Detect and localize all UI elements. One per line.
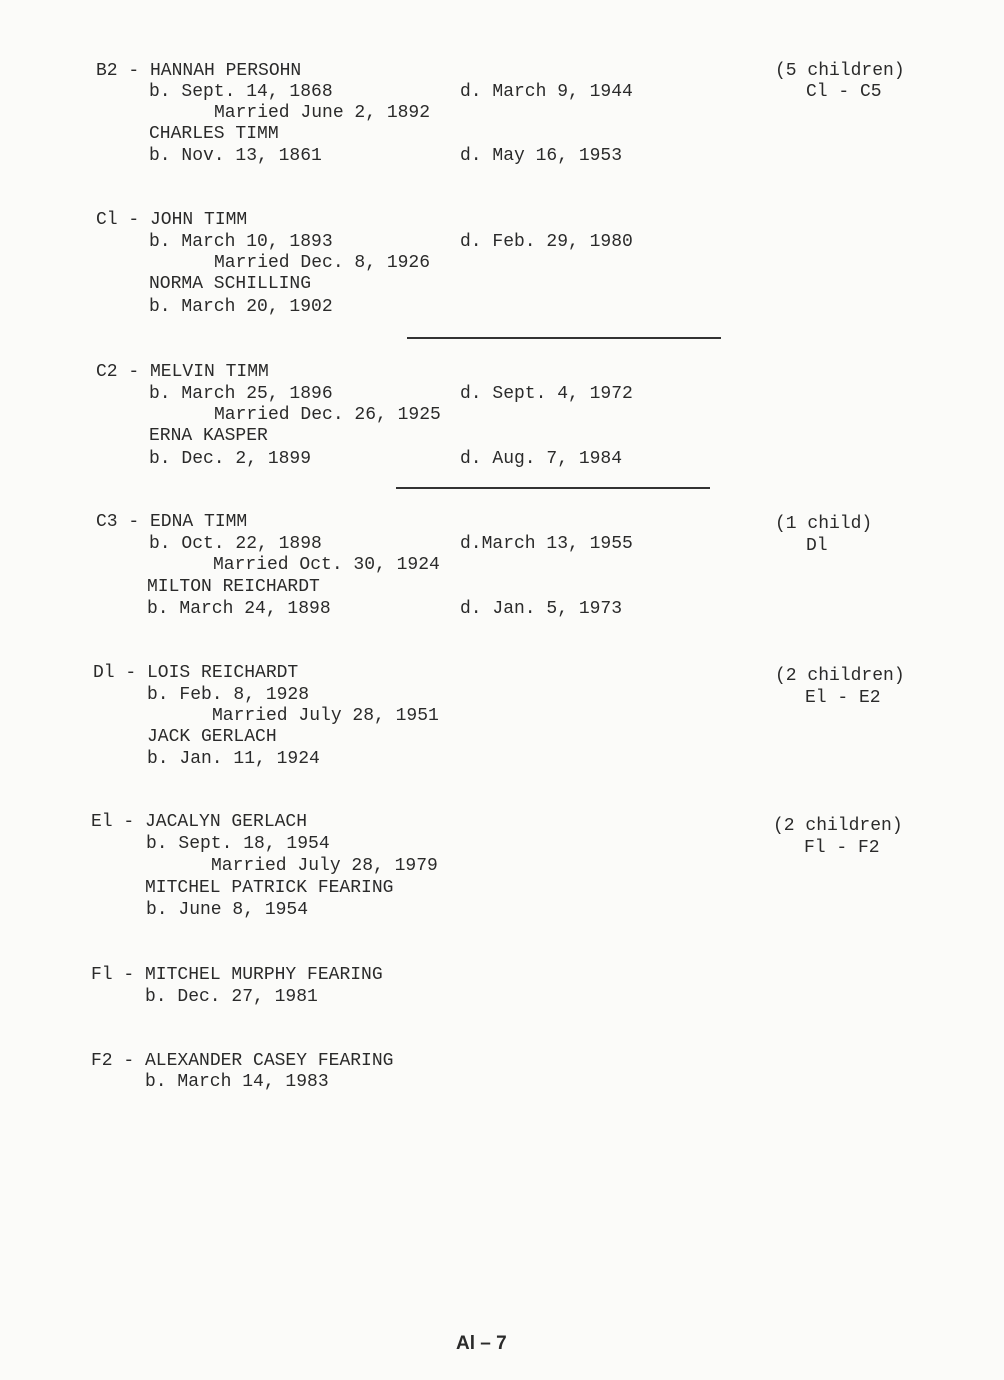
spouse-birth-date: b. Jan. 11, 1924 [147, 749, 320, 769]
children-count: (2 children) [775, 666, 905, 686]
marriage-date: Married Dec. 26, 1925 [214, 405, 441, 425]
death-date: d. Feb. 29, 1980 [460, 232, 633, 252]
entry-heading: C2 - MELVIN TIMM [96, 362, 269, 382]
children-count: (2 children) [773, 816, 903, 836]
marriage-date: Married July 28, 1951 [212, 706, 439, 726]
spouse-birth-date: b. March 24, 1898 [147, 599, 331, 619]
birth-date: b. Dec. 27, 1981 [145, 987, 318, 1007]
divider-rule [396, 487, 710, 489]
divider-rule [407, 337, 721, 339]
children-ids: Dl [806, 536, 828, 556]
birth-date: b. March 25, 1896 [149, 384, 333, 404]
entry-heading: B2 - HANNAH PERSOHN [96, 61, 302, 81]
entry-heading: Cl - JOHN TIMM [96, 210, 248, 230]
marriage-date: Married June 2, 1892 [214, 103, 431, 123]
spouse-birth-date: b. Nov. 13, 1861 [149, 146, 322, 166]
entry-heading: Fl - MITCHEL MURPHY FEARING [91, 965, 383, 985]
spouse-name: ERNA KASPER [149, 426, 268, 446]
spouse-name: MILTON REICHARDT [147, 577, 320, 597]
page-number: Al – 7 [456, 1333, 507, 1354]
marriage-date: Married Dec. 8, 1926 [214, 253, 431, 273]
entry-heading: El - JACALYN GERLACH [91, 812, 308, 832]
birth-date: b. Sept. 18, 1954 [146, 834, 330, 854]
entry-heading: Dl - LOIS REICHARDT [93, 663, 299, 683]
birth-date: b. March 10, 1893 [149, 232, 333, 252]
children-ids: El - E2 [805, 688, 881, 708]
children-count: (1 child) [775, 514, 873, 534]
birth-date: b. March 14, 1983 [145, 1072, 329, 1092]
marriage-date: Married July 28, 1979 [211, 856, 438, 876]
spouse-birth-date: b. March 20, 1902 [149, 297, 333, 317]
children-ids: Cl - C5 [806, 82, 882, 102]
spouse-birth-date: b. Dec. 2, 1899 [149, 449, 312, 469]
birth-date: b. Oct. 22, 1898 [149, 534, 322, 554]
entry-heading: C3 - EDNA TIMM [96, 512, 248, 532]
death-date: d. March 9, 1944 [460, 82, 633, 102]
death-date: d. Sept. 4, 1972 [460, 384, 633, 404]
spouse-name: CHARLES TIMM [149, 124, 279, 144]
spouse-death-date: d. May 16, 1953 [460, 146, 623, 166]
spouse-birth-date: b. June 8, 1954 [146, 900, 309, 920]
spouse-name: NORMA SCHILLING [149, 274, 312, 294]
entry-heading: F2 - ALEXANDER CASEY FEARING [91, 1051, 394, 1071]
marriage-date: Married Oct. 30, 1924 [213, 555, 440, 575]
children-ids: Fl - F2 [804, 838, 880, 858]
children-count: (5 children) [775, 61, 905, 81]
spouse-death-date: d. Aug. 7, 1984 [460, 449, 623, 469]
birth-date: b. Sept. 14, 1868 [149, 82, 333, 102]
spouse-name: JACK GERLACH [147, 727, 277, 747]
birth-date: b. Feb. 8, 1928 [147, 685, 310, 705]
death-date: d.March 13, 1955 [460, 534, 633, 554]
spouse-death-date: d. Jan. 5, 1973 [460, 599, 623, 619]
spouse-name: MITCHEL PATRICK FEARING [145, 878, 394, 898]
